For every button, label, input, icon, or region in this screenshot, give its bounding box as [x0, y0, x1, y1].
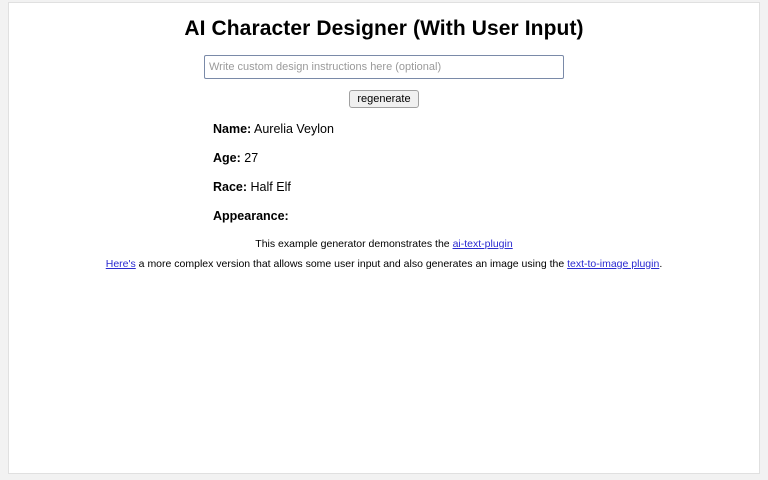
- field-race: [213, 180, 759, 195]
- field-label: Appearance:: [213, 209, 289, 223]
- field-label: Name:: [213, 122, 252, 136]
- field-name: [213, 122, 759, 137]
- ai-text-plugin-link[interactable]: ai-text-plugin: [452, 238, 513, 250]
- field-appearance: [213, 209, 759, 224]
- plugin-note: [9, 238, 759, 250]
- page-canvas: [8, 2, 760, 474]
- character-fields: [9, 122, 759, 224]
- plugin-note-prefix: This example generator demonstrates the: [255, 238, 453, 250]
- field-age: [213, 151, 759, 166]
- text-to-image-plugin-link[interactable]: text-to-image plugin: [567, 258, 660, 270]
- regenerate-button[interactable]: regenerate: [349, 90, 418, 108]
- design-instructions-input[interactable]: [204, 55, 564, 79]
- footer-period: .: [659, 258, 663, 270]
- field-label: Age:: [213, 151, 241, 165]
- page-title: AI Character Designer (With User Input): [184, 17, 584, 40]
- field-label: Race:: [213, 180, 248, 194]
- field-value: Aurelia Veylon: [254, 122, 334, 136]
- page-content: [9, 3, 759, 270]
- field-value: Half Elf: [250, 180, 291, 194]
- field-value: 27: [244, 151, 259, 165]
- footer-middle-text: a more complex version that allows some user input and also generates an image using the: [135, 258, 568, 270]
- regenerate-row: [9, 89, 759, 108]
- heres-link[interactable]: Here's: [105, 258, 136, 270]
- design-instructions-row: [9, 55, 759, 79]
- footer-note: [9, 258, 759, 270]
